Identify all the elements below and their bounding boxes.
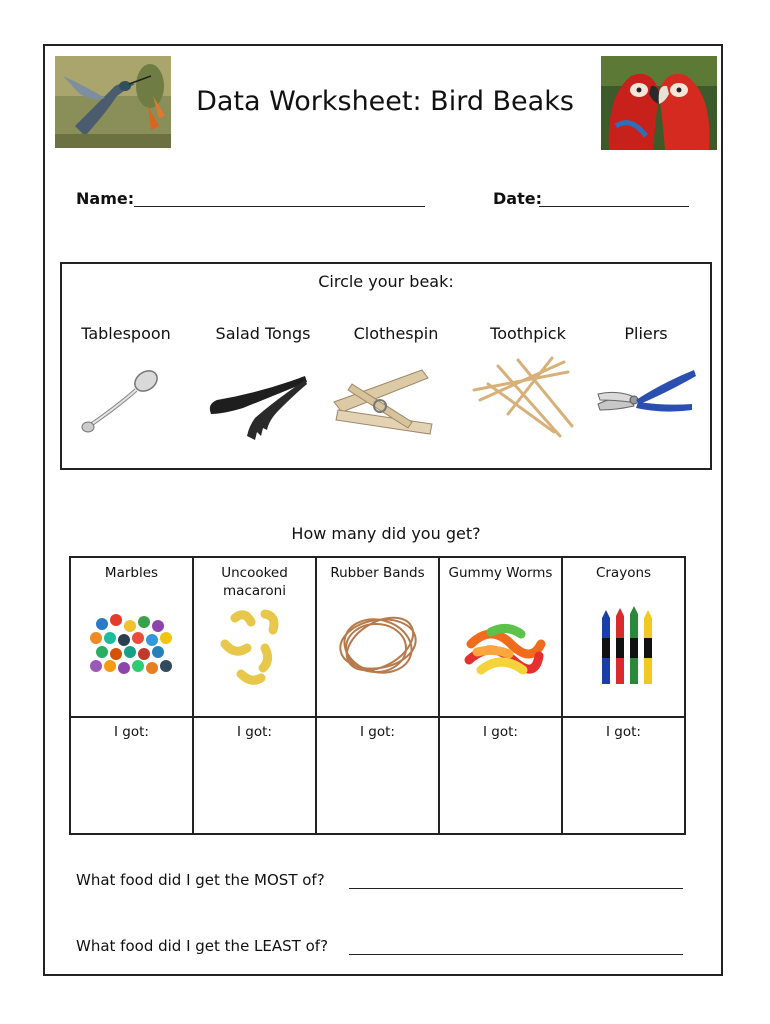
date-label: Date: (493, 189, 542, 208)
beak-heading: Circle your beak: (318, 272, 454, 291)
food-cell-macaroni (193, 557, 316, 717)
macaroni-icon (205, 604, 305, 694)
clothespin-icon (332, 362, 438, 442)
beak-label-toothpick[interactable]: Toothpick (490, 324, 566, 343)
beak-label-clothespin[interactable]: Clothespin (353, 324, 439, 343)
salad-tongs-icon (203, 370, 309, 444)
question-most: What food did I get the MOST of? (76, 871, 325, 889)
answer-most-field[interactable] (349, 888, 683, 889)
food-label-macaroni: Uncooked macaroni (221, 565, 288, 599)
count-cell-gummy-worms[interactable] (439, 717, 562, 834)
hummingbird-photo (55, 56, 171, 148)
crayons-icon (574, 604, 674, 694)
beak-label-pliers[interactable]: Pliers (624, 324, 668, 343)
food-label-gummy-worms: Gummy Worms (448, 565, 553, 581)
name-label: Name: (76, 189, 135, 208)
food-header-row (70, 557, 685, 717)
food-heading: How many did you get? (291, 524, 481, 543)
answer-least-field[interactable] (349, 954, 683, 955)
macaws-photo (601, 56, 717, 150)
food-cell-marbles (70, 557, 193, 717)
beak-label-tablespoon[interactable]: Tablespoon (81, 324, 171, 343)
toothpick-icon (468, 354, 578, 438)
food-label-rubber-bands: Rubber Bands (330, 565, 425, 581)
tablespoon-icon (78, 366, 162, 436)
marbles-icon (82, 604, 182, 694)
page-title: Data Worksheet: Bird Beaks (196, 86, 574, 117)
food-cell-crayons (562, 557, 685, 717)
got-label: I got: (606, 724, 641, 740)
beak-label-salad-tongs[interactable]: Salad Tongs (215, 324, 311, 343)
name-field[interactable] (134, 206, 425, 207)
pliers-icon (594, 364, 700, 424)
got-label: I got: (360, 724, 395, 740)
rubber-bands-icon (328, 604, 428, 694)
got-label: I got: (237, 724, 272, 740)
food-label-marbles: Marbles (104, 565, 159, 581)
food-label-crayons: Crayons (595, 565, 652, 581)
count-cell-marbles[interactable] (70, 717, 193, 834)
got-label: I got: (483, 724, 518, 740)
food-cell-rubber-bands (316, 557, 439, 717)
question-least: What food did I get the LEAST of? (76, 937, 329, 955)
food-table (69, 556, 686, 835)
count-cell-crayons[interactable] (562, 717, 685, 834)
count-cell-macaroni[interactable] (193, 717, 316, 834)
date-field[interactable] (539, 206, 689, 207)
count-cell-rubber-bands[interactable] (316, 717, 439, 834)
food-cell-gummy-worms (439, 557, 562, 717)
worksheet-border (43, 44, 723, 976)
got-label: I got: (114, 724, 149, 740)
gummy-worms-icon (451, 604, 551, 694)
food-count-row (70, 717, 685, 834)
